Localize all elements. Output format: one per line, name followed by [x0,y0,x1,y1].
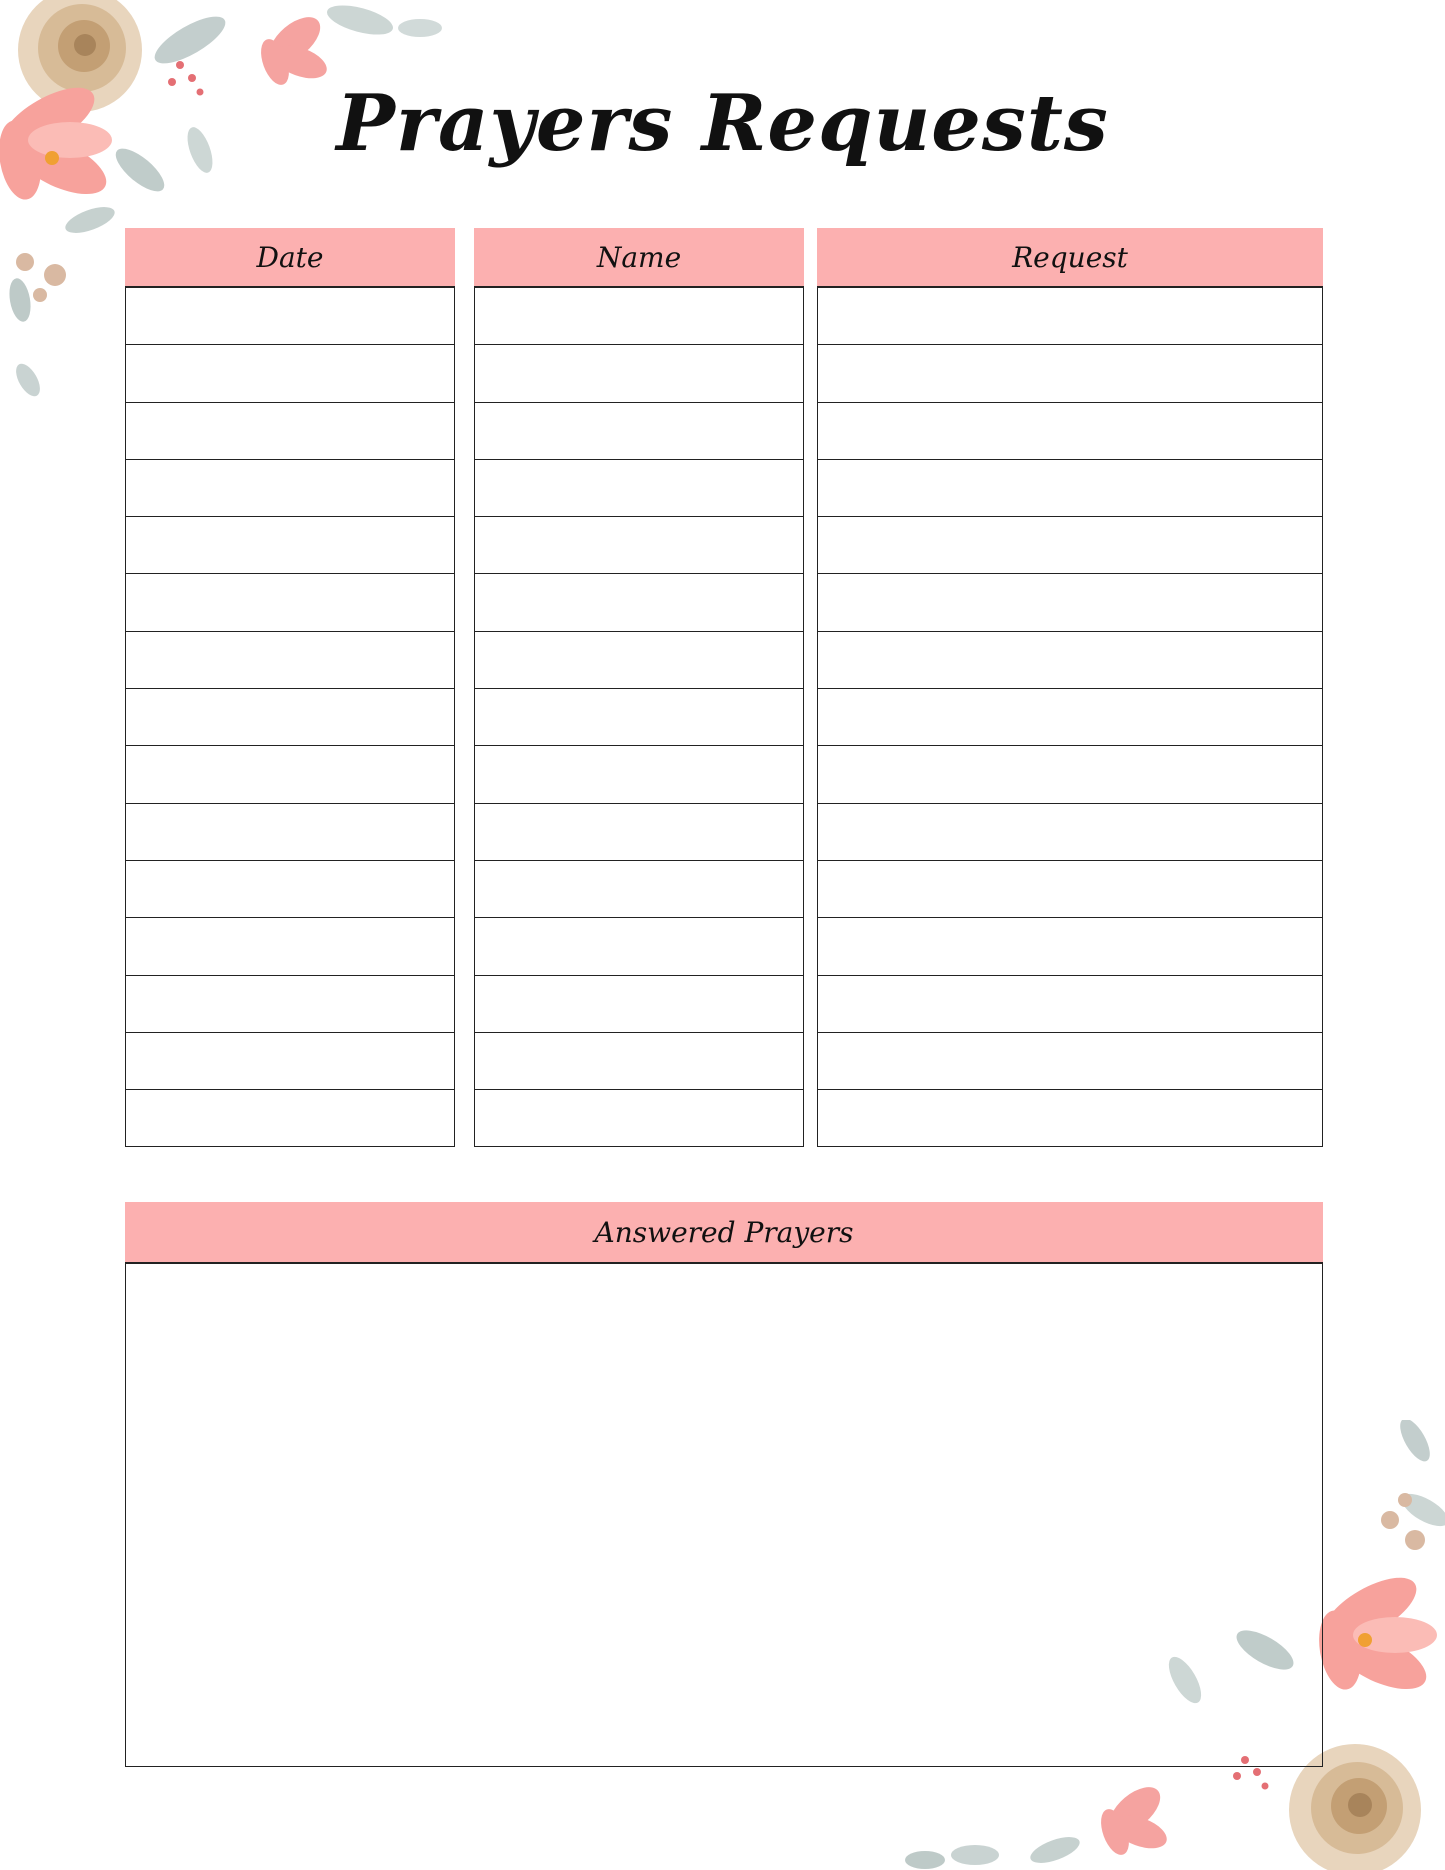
answered-prayers-section [125,1202,1323,1767]
date-entry-cell[interactable] [125,976,455,1033]
request-entry-cell[interactable] [817,288,1323,345]
request-entry-cell[interactable] [817,1090,1323,1147]
answered-prayers-box[interactable] [125,1264,1323,1767]
request-entry-cell[interactable] [817,689,1323,746]
date-entry-cell[interactable] [125,632,455,689]
name-entry-cell[interactable] [474,517,804,574]
request-entry-cell[interactable] [817,804,1323,861]
date-entry-cell[interactable] [125,460,455,517]
date-entry-cell[interactable] [125,574,455,631]
name-entry-cell[interactable] [474,574,804,631]
request-entry-cell[interactable] [817,861,1323,918]
date-entry-cell[interactable] [125,861,455,918]
request-column-header: Request [817,228,1323,288]
name-entry-cell[interactable] [474,976,804,1033]
name-entry-cell[interactable] [474,345,804,402]
date-cells [125,288,455,1147]
request-cells [817,288,1323,1147]
name-entry-cell[interactable] [474,288,804,345]
request-entry-cell[interactable] [817,574,1323,631]
request-entry-cell[interactable] [817,976,1323,1033]
request-entry-cell[interactable] [817,632,1323,689]
date-entry-cell[interactable] [125,403,455,460]
name-column-header: Name [474,228,804,288]
date-entry-cell[interactable] [125,1090,455,1147]
name-entry-cell[interactable] [474,632,804,689]
date-entry-cell[interactable] [125,689,455,746]
request-entry-cell[interactable] [817,918,1323,975]
date-column [125,228,455,1147]
request-entry-cell[interactable] [817,1033,1323,1090]
request-entry-cell[interactable] [817,517,1323,574]
name-entry-cell[interactable] [474,1033,804,1090]
request-entry-cell[interactable] [817,460,1323,517]
name-entry-cell[interactable] [474,403,804,460]
date-entry-cell[interactable] [125,288,455,345]
name-entry-cell[interactable] [474,861,804,918]
date-entry-cell[interactable] [125,804,455,861]
name-entry-cell[interactable] [474,804,804,861]
request-column [817,228,1323,1147]
date-entry-cell[interactable] [125,918,455,975]
date-entry-cell[interactable] [125,517,455,574]
answered-prayers-header: Answered Prayers [125,1202,1323,1264]
date-entry-cell[interactable] [125,345,455,402]
request-entry-cell[interactable] [817,746,1323,803]
name-entry-cell[interactable] [474,689,804,746]
name-entry-cell[interactable] [474,746,804,803]
request-entry-cell[interactable] [817,345,1323,402]
name-cells [474,288,804,1147]
request-entry-cell[interactable] [817,403,1323,460]
name-column [474,228,804,1147]
date-entry-cell[interactable] [125,746,455,803]
name-entry-cell[interactable] [474,1090,804,1147]
date-entry-cell[interactable] [125,1033,455,1090]
name-entry-cell[interactable] [474,460,804,517]
date-column-header: Date [125,228,455,288]
page-title: Prayers Requests [336,78,1109,169]
name-entry-cell[interactable] [474,918,804,975]
